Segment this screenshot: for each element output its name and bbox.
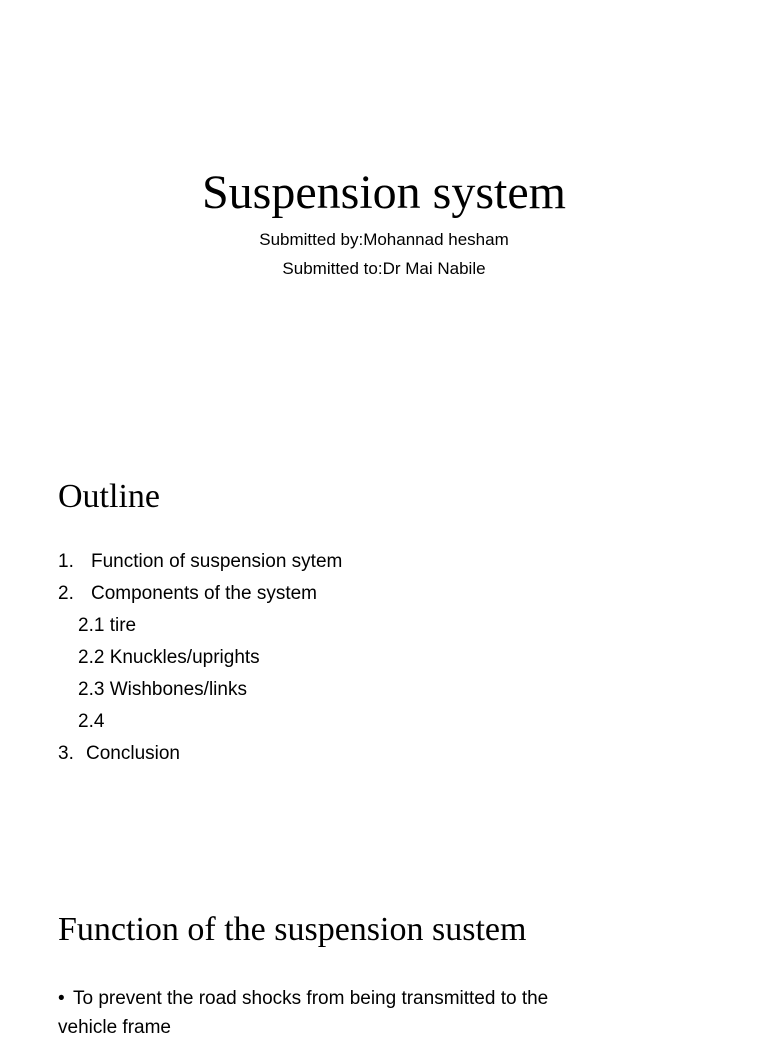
outline-slide — [0, 420, 768, 840]
outline-list — [58, 551, 342, 775]
outline-item-text: Components of the system — [91, 583, 317, 604]
outline-heading: Outline — [58, 478, 160, 515]
outline-subitem-text: 2.3 Wishbones/links — [78, 679, 247, 700]
function-heading: Function of the suspension sustem — [58, 911, 527, 948]
outline-subitem — [58, 679, 342, 711]
function-bullet-list — [58, 984, 568, 1042]
presentation-title: Suspension system — [201, 166, 567, 219]
outline-item-text: Conclusion — [86, 743, 180, 764]
bullet-item — [58, 984, 568, 1042]
outline-subitem-text: 2.2 Knuckles/uprights — [78, 647, 260, 668]
outline-subitem — [58, 711, 342, 743]
outline-item-number: 1. — [58, 551, 74, 572]
bullet-icon: • — [58, 988, 65, 1009]
outline-subitem-text: 2.1 tire — [78, 615, 137, 636]
outline-item — [58, 583, 342, 615]
outline-item — [58, 551, 342, 583]
submitted-to-text: Submitted to:Dr Mai Nabile — [282, 259, 486, 278]
outline-subitem-text: 2.4 — [78, 711, 105, 732]
function-slide — [0, 840, 768, 1038]
outline-subitem — [58, 615, 342, 647]
outline-item-number: 2. — [58, 583, 74, 604]
submitted-by-text: Submitted by:Mohannad hesham — [259, 230, 509, 249]
outline-item-text: Function of suspension sytem — [91, 551, 343, 572]
outline-subitem — [58, 647, 342, 679]
title-slide — [0, 0, 768, 420]
outline-item-number: 3. — [58, 743, 74, 764]
outline-item — [58, 743, 342, 775]
bullet-text: To prevent the road shocks from being transmitted to the vehicle frame — [58, 988, 549, 1038]
